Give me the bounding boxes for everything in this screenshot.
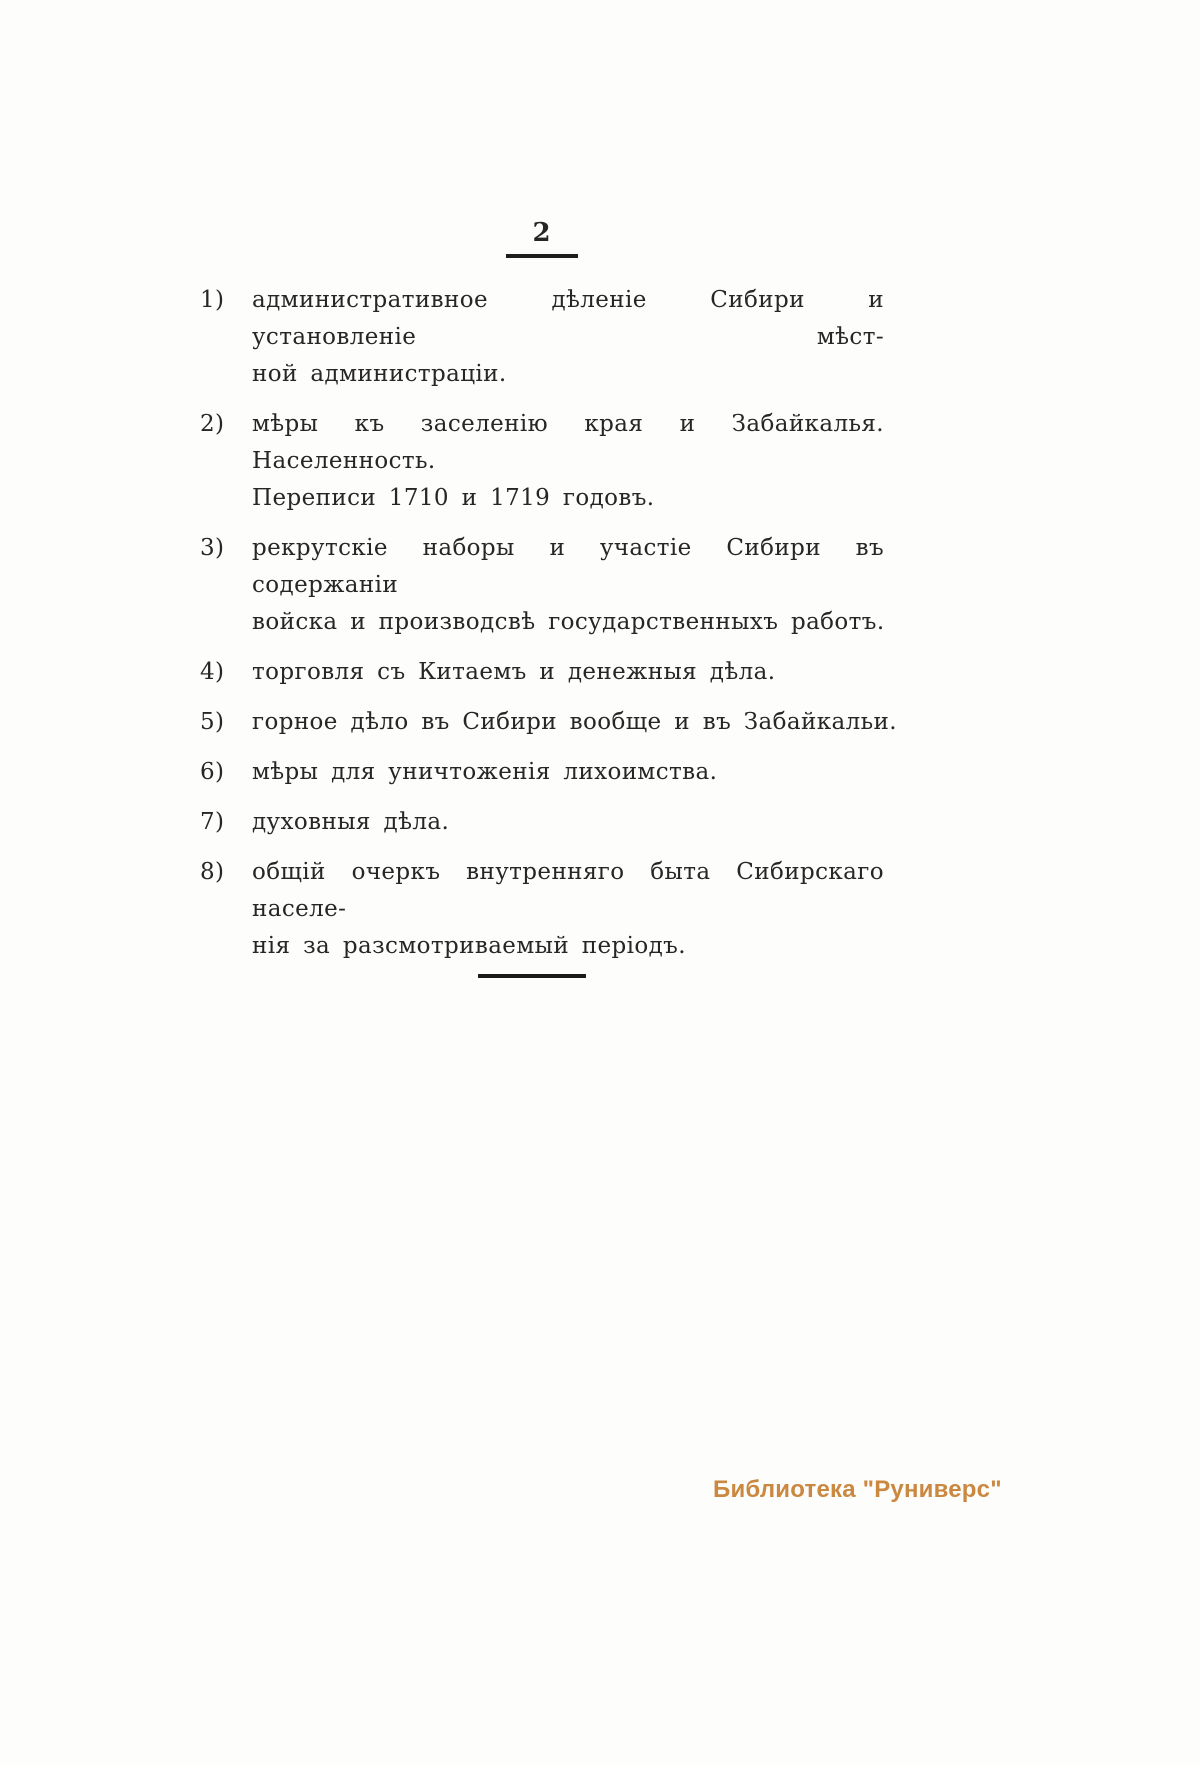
list-item-text [252, 704, 898, 741]
list-item-text [252, 754, 884, 791]
list-item-line: духовныя дѣла. [252, 809, 450, 835]
list-item-marker: 1) [200, 287, 225, 313]
list-item-line: Переписи 1710 и 1719 годовъ. [252, 485, 655, 511]
list-item-marker: 3) [200, 535, 225, 561]
list-item [200, 854, 884, 965]
page-number-underline [506, 254, 578, 258]
list-item [200, 406, 884, 517]
list-item-marker: 7) [200, 809, 225, 835]
list-item-text [252, 804, 884, 841]
page-number: 2 [532, 218, 552, 248]
list-item-text [252, 530, 884, 641]
section-divider-rule [478, 974, 586, 978]
list-item-line: нія за разсмотриваемый періодъ. [252, 933, 686, 959]
list-item-line: горное дѣло въ Сибири вообще и въ Забайкальи. [252, 709, 898, 735]
list-item-text [252, 406, 884, 517]
list-item [200, 704, 898, 741]
list-item-text [252, 854, 884, 965]
list-item [200, 654, 884, 691]
numbered-list [200, 282, 898, 965]
list-item-line: войска и производсвѣ государственныхъ работъ. [252, 609, 885, 635]
list-item-marker: 2) [200, 411, 225, 437]
list-item [200, 530, 884, 641]
list-item-marker: 4) [200, 659, 225, 685]
list-item [200, 804, 884, 841]
page-number-block [200, 220, 884, 258]
list-item-marker: 5) [200, 709, 225, 735]
list-item-line: мѣры для уничтоженія лихоимства. [252, 759, 718, 785]
list-item-line: мѣры къ заселенію края и Забайкалья. Населенность. [252, 411, 884, 474]
list-item-text [252, 282, 884, 393]
list-item-marker: 8) [200, 859, 225, 885]
list-item-line: административное дѣленіе Сибири и установленіе мѣст- [252, 287, 884, 350]
page-content [200, 218, 898, 978]
list-item-line: общій очеркъ внутренняго быта Сибирскаго населе- [252, 859, 884, 922]
list-item-text [252, 654, 884, 691]
list-item-marker: 6) [200, 759, 225, 785]
library-watermark: Библиотека "Руниверс" [713, 1476, 1002, 1503]
list-item [200, 282, 884, 393]
list-item-line: торговля съ Китаемъ и денежныя дѣла. [252, 659, 776, 685]
list-item-line: ной администраціи. [252, 361, 507, 387]
list-item [200, 754, 884, 791]
list-item-line: рекрутскіе наборы и участіе Сибири въ содержаніи [252, 535, 884, 598]
